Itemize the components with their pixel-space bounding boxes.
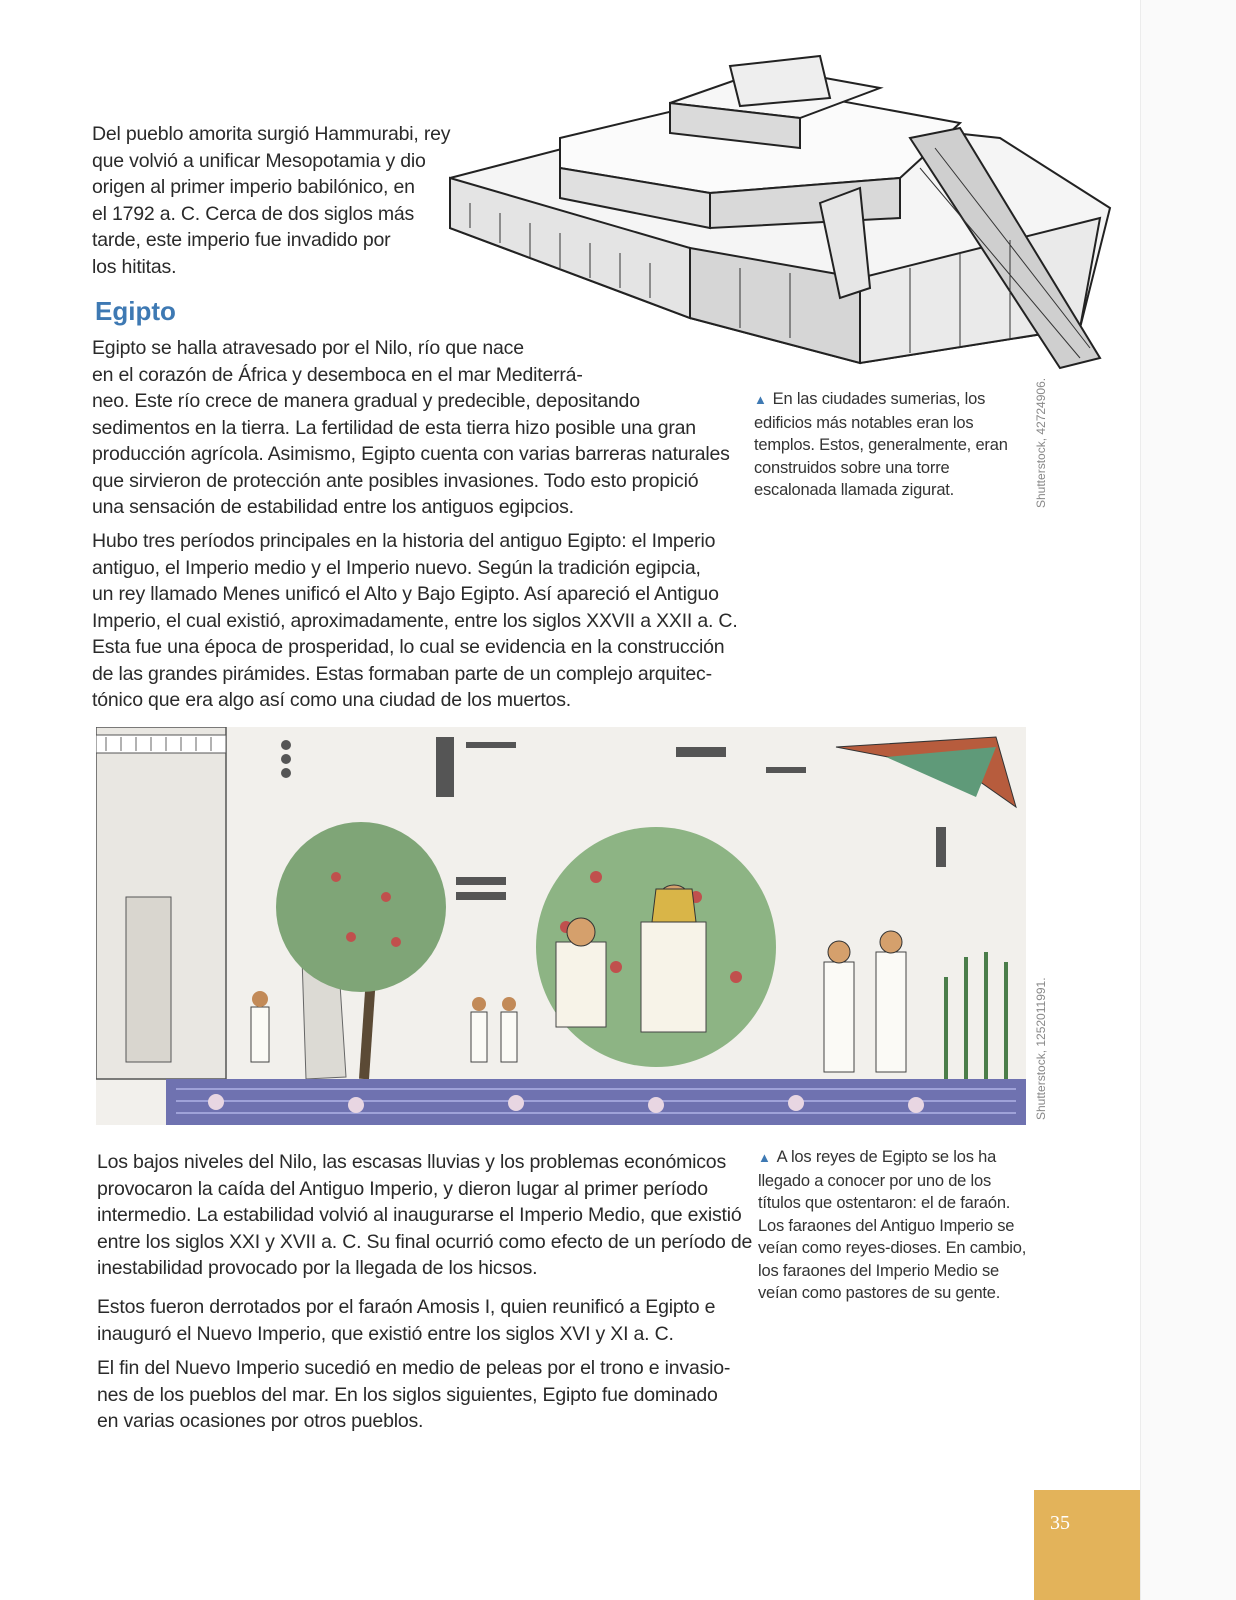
egypt-paragraph-3: Los bajos niveles del Nilo, las escasas lluvias y los problemas económicos provocaron la caída del Antiguo Imperio, y dieron lugar al primer período intermedio. La estabilidad volvió al inaugurarse el Imperio Medio, que existió entre los siglos XXI y XVII a. C. Su final ocurrió como efecto de un período de inestabilidad provocado por la llegada de los hicsos. — [97, 1151, 753, 1279]
ziggurat-illustration — [440, 28, 1130, 380]
section-heading: Egipto — [95, 296, 176, 326]
pharaoh-caption: ▲ A los reyes de Egipto se los ha llegado a conocer por uno de los títulos que ostentaron: el de faraón. Los faraones del Antiguo Imperio se veían como reyes-dioses. En cambio, los faraones del Imperio Medio se veían como pastores de su gente. — [758, 1148, 1027, 1302]
ziggurat-image-credit: Shutterstock, 42724906. — [1034, 377, 1048, 508]
egyptian-mural-illustration — [96, 727, 1026, 1125]
egypt-paragraph-5: El fin del Nuevo Imperio sucedió en medio de peleas por el trono e invasio- nes de los pueblos del mar. En los siglos siguientes, Egipto fue dominado en varias ocasiones por otros pueblos. — [97, 1357, 731, 1432]
page-number-tab — [1034, 1490, 1140, 1600]
ziggurat-caption: ▲ En las ciudades sumerias, los edificios más notables eran los templos. Estos, generalmente, eran construidos sobre una torre escalonada llamada zigurat. — [754, 390, 1008, 499]
mural-image-credit: Shutterstock, 1252011991. — [1034, 977, 1048, 1120]
page-margin-strip — [1140, 0, 1236, 1600]
caption-triangle-icon: ▲ — [758, 1150, 771, 1165]
egypt-paragraph-4: Estos fueron derrotados por el faraón Amosis I, quien reunificó a Egipto e inauguró el Nuevo Imperio, que existió entre los siglos XVI y XI a. C. — [97, 1296, 716, 1345]
egypt-paragraph-2: Hubo tres períodos principales en la historia del antiguo Egipto: el Imperio antiguo, el Imperio medio y el Imperio nuevo. Según la tradición egipcia, un rey llamado Menes unificó el Alto y Bajo Egipto. Así apareció el Antiguo Imperio, el cual existió, aproximadamente, entre los siglos XXVII a XXII a. C. Esta fue una época de prosperidad, lo cual se evidencia en la construcción de las grandes pirámides. Estas formaban parte de un complejo arquitec- tónico que era algo así como una ciudad de los muertos. — [92, 530, 738, 711]
egypt-paragraph-1: Egipto se halla atravesado por el Nilo, río que nace en el corazón de África y desemboca en el mar Mediterrá- neo. Este río crece de manera gradual y predecible, depositando sedimentos en la tierra. La fertilidad de esta tierra hizo posible una gran producción agrícola. Asimismo, Egipto cuenta con varias barreras naturales que sirvieron de protección ante posibles invasiones. Todo esto propició una sensación de estabilidad entre los antiguos egipcios. — [92, 337, 730, 518]
intro-paragraph: Del pueblo amorita surgió Hammurabi, rey que volvió a unificar Mesopotamia y dio origen al primer imperio babilónico, en el 1792 a. C. Cerca de dos siglos más tarde, este imperio fue invadido por los hititas. — [92, 123, 451, 278]
page-number: 35 — [1050, 1512, 1070, 1534]
caption-triangle-icon: ▲ — [754, 392, 767, 407]
